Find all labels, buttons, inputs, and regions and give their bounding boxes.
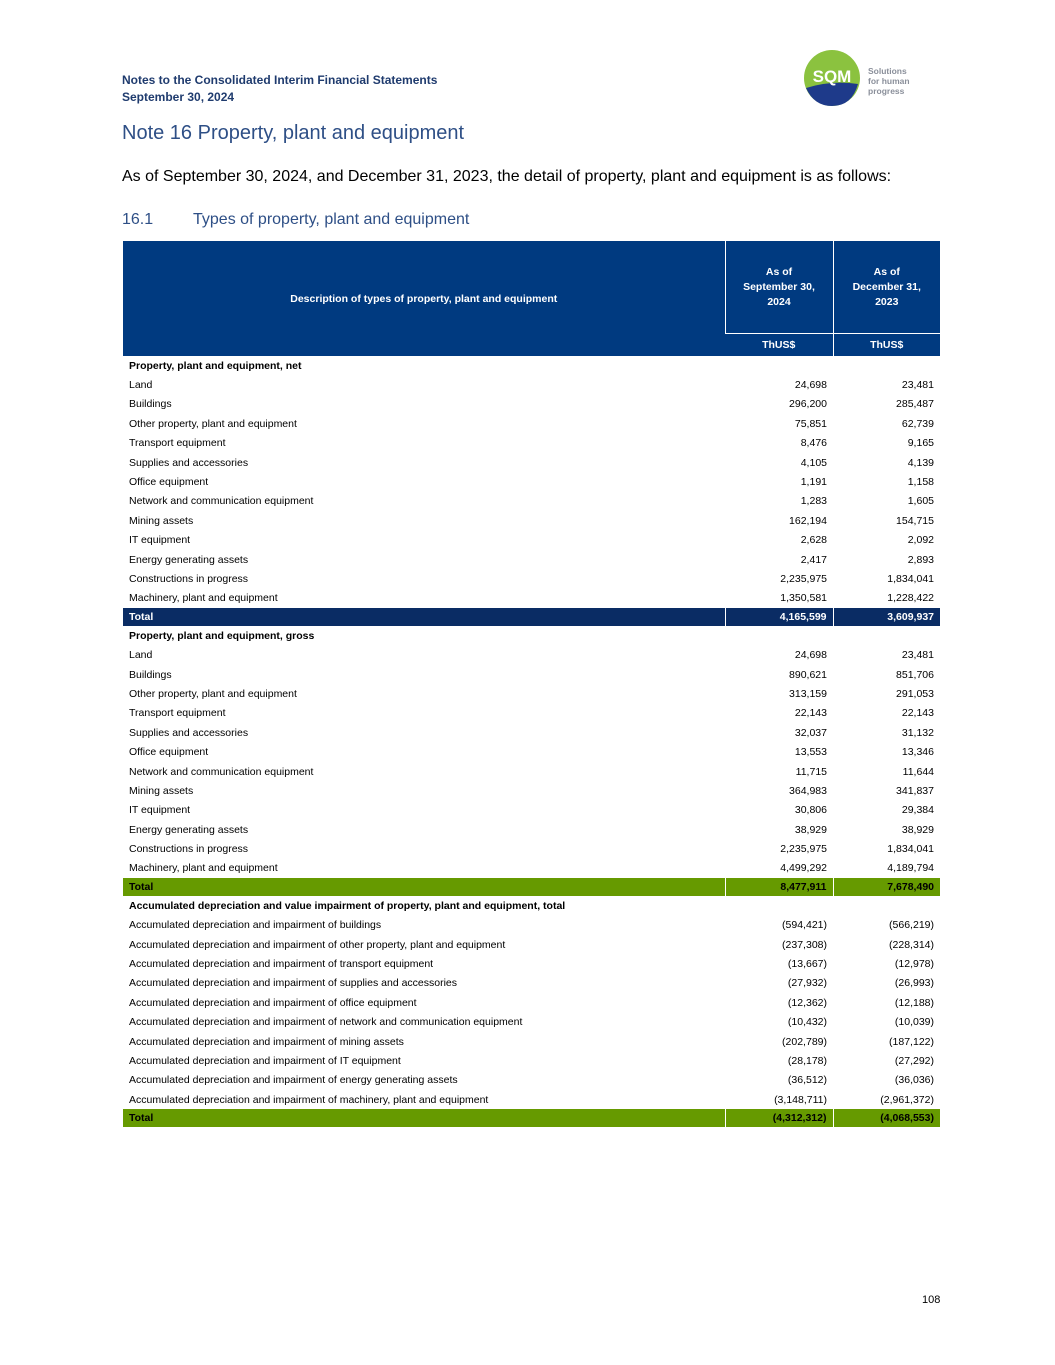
section-row-depreciation — [123, 896, 940, 915]
table-row — [123, 954, 940, 973]
value-2023: (12,188) — [894, 996, 934, 1009]
value-2024: (36,512) — [787, 1074, 827, 1087]
row-label: Transport equipment — [129, 707, 226, 720]
total-2024: 4,165,599 — [725, 608, 833, 626]
value-2023: (2,961,372) — [880, 1093, 934, 1106]
value-2023: 1,834,041 — [887, 572, 934, 585]
value-2023: (12,978) — [894, 958, 934, 971]
table-row — [123, 1013, 940, 1032]
table-row — [123, 1051, 940, 1070]
value-2023: 341,837 — [896, 784, 934, 797]
value-2023: 29,384 — [901, 804, 934, 817]
value-2024: 2,417 — [800, 553, 827, 566]
section-title: Accumulated depreciation and value impairment of property, plant and equipment, total — [129, 899, 566, 912]
value-2024: (594,421) — [782, 919, 827, 932]
note-title: Note 16 Property, plant and equipment — [122, 122, 465, 144]
total-2024: (4,312,312) — [725, 1109, 833, 1127]
value-2023: (10,039) — [894, 1016, 934, 1029]
logo-mark: SQM — [812, 67, 852, 86]
intro-paragraph: As of September 30, 2024, and December 31, 2023, the detail of property, plant and equipment is as follows: — [122, 168, 892, 185]
value-2023: 2,893 — [907, 553, 934, 566]
table-row — [123, 839, 940, 858]
header-col-2024: As of September 30, 2024 — [725, 241, 833, 334]
section-heading — [122, 211, 469, 229]
value-2024: (3,148,711) — [774, 1093, 827, 1106]
table-row — [123, 859, 940, 878]
section-row-net — [123, 356, 940, 375]
header-col-2023: As of December 31, 2023 — [833, 241, 940, 334]
table-row — [123, 550, 940, 569]
section-number: 16.1 — [122, 211, 154, 228]
total-row-net — [123, 608, 940, 626]
table-row — [123, 916, 940, 935]
value-2024: (202,789) — [782, 1035, 827, 1048]
document-header — [122, 72, 437, 106]
value-2023: 851,706 — [896, 668, 934, 681]
row-label: Machinery, plant and equipment — [129, 862, 278, 875]
value-2023: 2,092 — [907, 534, 934, 547]
row-label: Accumulated depreciation and impairment of transport equipment — [129, 958, 434, 971]
total-row-gross — [123, 878, 940, 896]
row-label: Other property, plant and equipment — [129, 687, 297, 700]
value-2024: 296,200 — [789, 398, 827, 411]
table-row — [123, 820, 940, 839]
value-2023: 4,189,794 — [887, 862, 934, 875]
row-label: Accumulated depreciation and impairment of machinery, plant and equipment — [129, 1093, 489, 1106]
value-2024: 13,553 — [794, 746, 827, 759]
table-row — [123, 665, 940, 684]
table-row — [123, 453, 940, 472]
value-2023: 62,739 — [901, 417, 934, 430]
row-label: Energy generating assets — [129, 553, 249, 566]
total-2023: 7,678,490 — [833, 878, 940, 896]
table-row — [123, 492, 940, 511]
table-row — [123, 723, 940, 742]
row-label: Accumulated depreciation and impairment of other property, plant and equipment — [129, 938, 506, 951]
value-2023: 1,605 — [907, 495, 934, 508]
table-row — [123, 414, 940, 433]
row-label: Office equipment — [129, 746, 209, 759]
row-label: Accumulated depreciation and impairment of mining assets — [129, 1035, 404, 1048]
value-2023: (566,219) — [889, 919, 934, 932]
table-row — [123, 569, 940, 588]
value-2023: 11,644 — [902, 765, 934, 778]
table-row — [123, 1090, 940, 1109]
value-2023: 13,346 — [901, 746, 934, 759]
value-2024: (237,308) — [782, 938, 827, 951]
value-2024: 30,806 — [794, 804, 827, 817]
row-label: Accumulated depreciation and impairment of energy generating assets — [129, 1074, 458, 1087]
row-label: Land — [129, 649, 153, 662]
header-description: Description of types of property, plant and equipment — [123, 241, 725, 356]
value-2024: 1,191 — [800, 476, 827, 489]
value-2023: 1,228,422 — [887, 592, 934, 605]
table-row — [123, 395, 940, 414]
table-row — [123, 531, 940, 550]
value-2023: 38,929 — [901, 823, 934, 836]
logo-tagline: Solutions for human progress — [868, 66, 910, 96]
row-label: Office equipment — [129, 476, 209, 489]
row-label: Other property, plant and equipment — [129, 417, 297, 430]
value-2023: (36,036) — [894, 1074, 934, 1087]
value-2023: 285,487 — [896, 398, 934, 411]
section-title-text: Types of property, plant and equipment — [193, 211, 470, 228]
row-label: IT equipment — [129, 534, 191, 547]
table-row — [123, 589, 940, 608]
value-2024: 32,037 — [794, 726, 827, 739]
total-label: Total — [123, 608, 725, 626]
section-title: Property, plant and equipment, gross — [129, 629, 315, 642]
value-2024: 8,476 — [800, 437, 827, 450]
value-2023: 4,139 — [907, 456, 934, 469]
value-2023: 1,158 — [907, 476, 934, 489]
value-2024: 364,983 — [789, 784, 827, 797]
table-row — [123, 993, 940, 1012]
value-2024: 38,929 — [794, 823, 827, 836]
value-2024: 75,851 — [794, 417, 827, 430]
value-2023: (187,122) — [889, 1035, 934, 1048]
row-label: Supplies and accessories — [129, 726, 249, 739]
value-2023: 154,715 — [896, 514, 934, 527]
value-2024: 2,628 — [800, 534, 827, 547]
table-row — [123, 762, 940, 781]
value-2024: 4,105 — [800, 456, 827, 469]
row-label: Accumulated depreciation and impairment of buildings — [129, 919, 382, 932]
table-row — [123, 1071, 940, 1090]
row-label: Network and communication equipment — [129, 765, 314, 778]
value-2024: (10,432) — [787, 1016, 827, 1029]
ppe-table — [123, 241, 940, 1127]
value-2024: 1,283 — [800, 495, 827, 508]
total-row-depreciation — [123, 1109, 940, 1127]
row-label: Accumulated depreciation and impairment of network and communication equipment — [129, 1016, 523, 1029]
row-label: Supplies and accessories — [129, 456, 249, 469]
row-label: Transport equipment — [129, 437, 226, 450]
section-title: Property, plant and equipment, net — [129, 359, 302, 372]
value-2024: 24,698 — [794, 379, 827, 392]
table-row — [123, 801, 940, 820]
value-2023: 23,481 — [901, 649, 934, 662]
table-row — [123, 511, 940, 530]
unit-col-2024: ThUS$ — [725, 334, 833, 357]
total-label: Total — [123, 1109, 725, 1127]
value-2024: 24,698 — [794, 649, 827, 662]
table-row — [123, 781, 940, 800]
row-label: Machinery, plant and equipment — [129, 592, 278, 605]
page-number: 108 — [922, 1294, 941, 1306]
row-label: Land — [129, 379, 153, 392]
value-2024: 2,235,975 — [780, 572, 827, 585]
value-2023: 291,053 — [896, 687, 934, 700]
row-label: Energy generating assets — [129, 823, 249, 836]
table-row — [123, 974, 940, 993]
row-label: Buildings — [129, 668, 172, 681]
value-2024: 22,143 — [794, 707, 827, 720]
value-2023: 1,834,041 — [887, 843, 934, 856]
table-row — [123, 684, 940, 703]
value-2024: (12,362) — [787, 996, 827, 1009]
value-2023: 22,143 — [901, 707, 934, 720]
table-row — [123, 645, 940, 664]
value-2024: 11,715 — [795, 765, 827, 778]
value-2023: 9,165 — [907, 437, 934, 450]
value-2023: (26,993) — [894, 977, 934, 990]
table-row — [123, 434, 940, 453]
table-row — [123, 375, 940, 394]
row-label: Mining assets — [129, 514, 194, 527]
row-label: Network and communication equipment — [129, 495, 314, 508]
total-label: Total — [123, 878, 725, 896]
table-row — [123, 742, 940, 761]
value-2024: 162,194 — [789, 514, 827, 527]
value-2024: (28,178) — [787, 1054, 827, 1067]
value-2024: (13,667) — [787, 958, 827, 971]
table-row — [123, 1032, 940, 1051]
value-2024: 2,235,975 — [780, 843, 827, 856]
row-label: Accumulated depreciation and impairment of supplies and accessories — [129, 977, 458, 990]
value-2024: 4,499,292 — [780, 862, 827, 875]
table-row — [123, 935, 940, 954]
row-label: Accumulated depreciation and impairment of IT equipment — [129, 1054, 401, 1067]
value-2024: (27,932) — [787, 977, 827, 990]
table-row — [123, 704, 940, 723]
header-line-2: September 30, 2024 — [122, 90, 235, 104]
row-label: IT equipment — [129, 804, 191, 817]
row-label: Buildings — [129, 398, 172, 411]
value-2023: 31,132 — [901, 726, 934, 739]
value-2024: 890,621 — [789, 668, 827, 681]
value-2023: 23,481 — [901, 379, 934, 392]
total-2024: 8,477,911 — [725, 878, 833, 896]
header-line-1: Notes to the Consolidated Interim Financial Statements — [122, 73, 438, 87]
row-label: Mining assets — [129, 784, 194, 797]
table-row — [123, 472, 940, 491]
row-label: Constructions in progress — [129, 843, 249, 856]
value-2023: (27,292) — [894, 1054, 934, 1067]
total-2023: (4,068,553) — [833, 1109, 940, 1127]
section-row-gross — [123, 626, 940, 645]
row-label: Accumulated depreciation and impairment of office equipment — [129, 996, 417, 1009]
value-2024: 1,350,581 — [780, 592, 827, 605]
total-2023: 3,609,937 — [833, 608, 940, 626]
row-label: Constructions in progress — [129, 572, 249, 585]
value-2024: 313,159 — [789, 687, 827, 700]
unit-col-2023: ThUS$ — [833, 334, 940, 357]
table-body — [123, 356, 940, 1127]
value-2023: (228,314) — [889, 938, 934, 951]
